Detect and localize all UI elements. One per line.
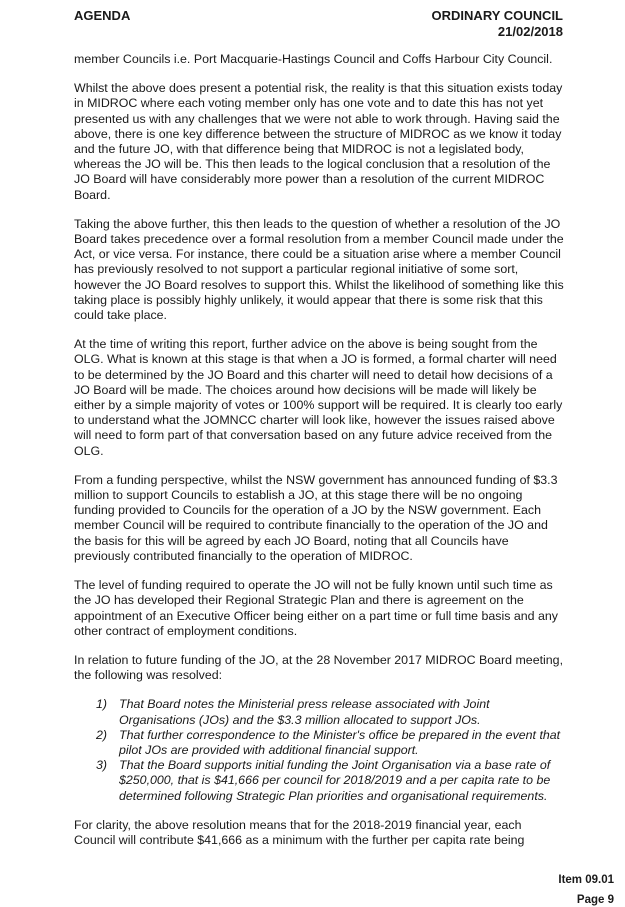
item-number: Item 09.01 xyxy=(558,874,614,886)
page-number: Page 9 xyxy=(576,894,614,906)
resolution-list xyxy=(74,697,564,803)
resolution-item xyxy=(74,697,564,727)
paragraph: At the time of writing this report, further advice on the above is being sought from the OLG. What is known at this stage is that when a JO is formed, a formal charter will need to be determined by the JO Board and this charter will need to detail how decisions of a JO Board will be made. The choices around how decisions will be made will likely be either by a simple majority of votes or 100% support will be required. It is clearly too early to understand what the JOMNCC charter will look like, however the issues raised above will need to form part of that conversation based on any future advice received from the OLG. xyxy=(74,337,563,458)
report-body xyxy=(74,52,564,862)
paragraph: In relation to future funding of the JO, at the 28 November 2017 MIDROC Board meeting, the following was resolved: xyxy=(74,652,564,683)
resolution-text: That further correspondence to the Minister's office be prepared in the event that pilot JOs are provided with additional financial support. xyxy=(119,727,561,757)
resolution-item xyxy=(74,758,564,804)
meeting-header xyxy=(432,8,563,40)
resolution-text: That the Board supports initial funding the Joint Organisation via a base rate of $250,000, that is $41,666 per council for 2018/2019 and a per capita rate to be determined following Strategic Plan priorities and organisational requirements. xyxy=(119,758,551,803)
resolution-text: That Board notes the Ministerial press release associated with Joint Organisations (JOs) and the $3.3 million allocated to support JOs. xyxy=(119,697,490,727)
closing-paragraph: For clarity, the above resolution means that for the 2018-2019 financial year, each Council will contribute $41,666 as a minimum with the further per capita rate being xyxy=(74,817,525,847)
paragraph: member Councils i.e. Port Macquarie-Hastings Council and Coffs Harbour City Council. xyxy=(74,52,553,66)
resolution-item xyxy=(74,728,564,758)
resolution-number: 2) xyxy=(96,727,108,742)
resolution-number: 1) xyxy=(96,697,108,712)
paragraph: Whilst the above does present a potential risk, the reality is that this situation exists today in MIDROC where each voting member only has one vote and to date this has not yet presented us with any challenges that we were not able to work through. Having said the above, there is one key difference between the structure of MIDROC as we know it today and the future JO, with that difference being that MIDROC is not a legislated body, whereas the JO will be. This then leads to the logical conclusion that a resolution of the JO Board will have considerably more power than a resolution of the current MIDROC Board. xyxy=(74,81,563,202)
paragraph: The level of funding required to operate the JO will not be fully known until such time as the JO has developed their Regional Strategic Plan and there is agreement on the appointment of an Executive Officer being either on a part time or full time basis and any other contract of employment conditions. xyxy=(74,578,558,638)
agenda-label: AGENDA xyxy=(74,8,131,23)
resolution-number: 3) xyxy=(96,758,108,773)
meeting-title: ORDINARY COUNCIL xyxy=(431,8,563,23)
meeting-date: 21/02/2018 xyxy=(497,24,563,39)
paragraph: From a funding perspective, whilst the NSW government has announced funding of $3.3 million to support Councils to establish a JO, at this stage there will be no ongoing funding provided to Councils for the operation of a JO by the NSW government. Each member Council will be required to contribute financially to the operation of the JO and the basis for this will be agreed by each JO Board, noting that all Councils have previously contributed financially to the operation of MIDROC. xyxy=(74,472,558,563)
paragraph: Taking the above further, this then leads to the question of whether a resolution of the JO Board takes precedence over a formal resolution from a member Council made under the Act, or vice versa. For instance, there could be a situation arise where a member Council has previously resolved to not support a particular regional initiative of some sort, however the JO Board resolves to support this. Whilst the likelihood of something like this taking place is possibly highly unlikely, it would appear that there is some risk that this could take place. xyxy=(74,216,564,323)
